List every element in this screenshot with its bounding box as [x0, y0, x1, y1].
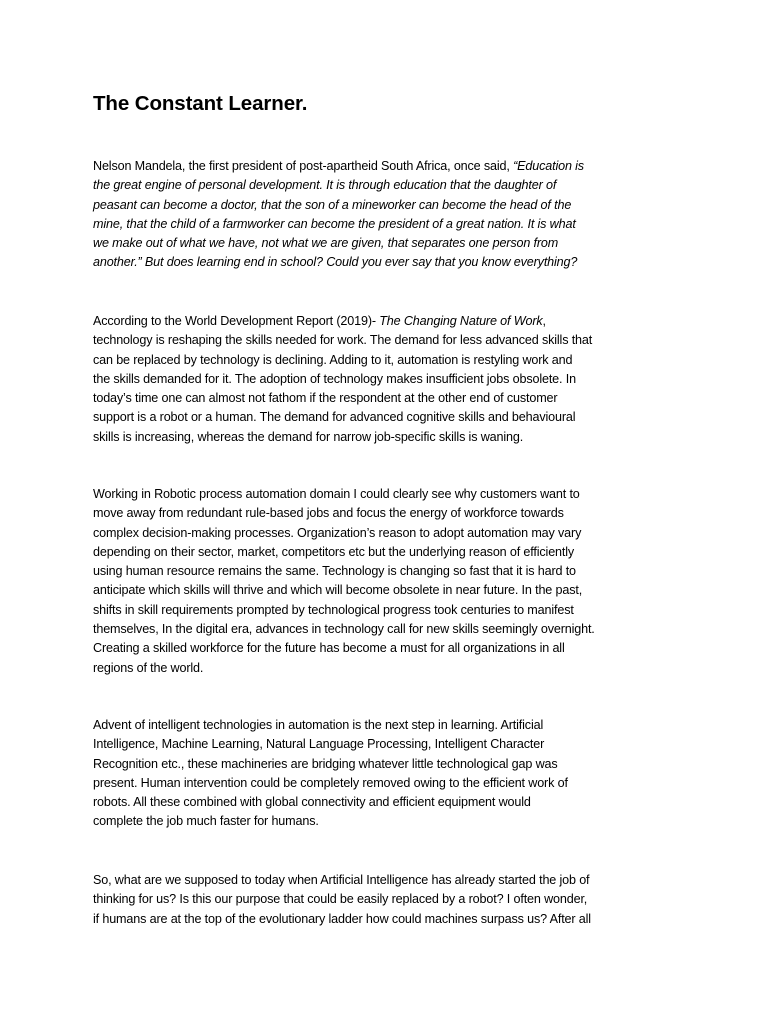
paragraph-ai-question	[93, 871, 693, 929]
text-line	[93, 157, 693, 176]
text-line: move away from redundant rule-based jobs and focus the energy of workforce towards	[93, 506, 564, 521]
quote-text: peasant can become a doctor, that the son of a mineworker can become the head of the	[93, 197, 572, 212]
paragraph-mandela-quote	[93, 157, 693, 273]
text-line: technology is reshaping the skills needed for work. The demand for less advanced skills that	[93, 333, 593, 348]
quote-text: we make out of what we have, not what we are given, that separates one person from	[93, 236, 559, 251]
text-line: shifts in skill requirements prompted by technological progress took centuries to manifest	[93, 602, 574, 617]
text-line: anticipate which skills will thrive and which will become obsolete in near future. In the past,	[93, 583, 583, 598]
text-line: complete the job much faster for humans.	[93, 814, 319, 829]
text-line: present. Human intervention could be completely removed owing to the efficient work of	[93, 775, 568, 790]
text-line	[93, 312, 693, 331]
text-line: Creating a skilled workforce for the future has become a must for all organizations in all	[93, 641, 565, 656]
quote-text: another.” But does learning end in school? Could you ever say that you know everything?	[93, 255, 578, 270]
text-line: Intelligence, Machine Learning, Natural Language Processing, Intelligent Character	[93, 737, 545, 752]
paragraph-world-development-report	[93, 312, 693, 447]
report-title: The Changing Nature of Work	[379, 314, 543, 328]
text-line: complex decision-making processes. Organization’s reason to adopt automation may vary	[93, 525, 582, 540]
text-line: depending on their sector, market, competitors etc but the underlying reason of efficiently	[93, 544, 575, 559]
text-line: thinking for us? Is this our purpose that could be easily replaced by a robot? I often wonder,	[93, 892, 588, 907]
text-run: According to the World Development Report (2019)-	[93, 314, 380, 328]
text-run: Nelson Mandela, the first president of post-apartheid South Africa, once said,	[93, 159, 514, 173]
text-line: Working in Robotic process automation domain I could clearly see why customers want to	[93, 487, 580, 501]
text-line: themselves, In the digital era, advances in technology call for new skills seemingly overnight.	[93, 622, 595, 637]
text-line: Recognition etc., these machineries are bridging whatever little technological gap was	[93, 756, 558, 771]
text-line: So, what are we supposed to today when Artificial Intelligence has already started the job of	[93, 873, 590, 887]
text-run: ,	[542, 314, 546, 328]
text-line: can be replaced by technology is declining. Adding to it, automation is restyling work and	[93, 352, 573, 367]
paragraph-intelligent-technologies	[93, 716, 693, 832]
text-line: using human resource remains the same. Technology is changing so fast that it is hard to	[93, 564, 576, 579]
quote-text: “Education is	[513, 159, 584, 173]
text-line: robots. All these combined with global connectivity and efficient equipment would	[93, 795, 531, 810]
text-line: Advent of intelligent technologies in automation is the next step in learning. Artificial	[93, 718, 544, 732]
text-line: today’s time one can almost not fathom if the respondent at the other end of customer	[93, 391, 558, 406]
text-line: the skills demanded for it. The adoption of technology makes insufficient jobs obsolete. In	[93, 371, 576, 386]
text-line: support is a robot or a human. The demand for advanced cognitive skills and behavioural	[93, 410, 576, 425]
quote-text: mine, that the child of a farmworker can become the president of a great nation. It is what	[93, 216, 576, 231]
text-line: regions of the world.	[93, 660, 204, 675]
text-line: skills is increasing, whereas the demand for narrow job-specific skills is waning.	[93, 429, 524, 444]
paragraph-robotic-process-automation	[93, 485, 693, 678]
text-line: if humans are at the top of the evolutionary ladder how could machines surpass us? After all	[93, 911, 591, 926]
quote-text: the great engine of personal development. It is through education that the daughter of	[93, 178, 557, 193]
page-title: The Constant Learner.	[93, 92, 308, 115]
